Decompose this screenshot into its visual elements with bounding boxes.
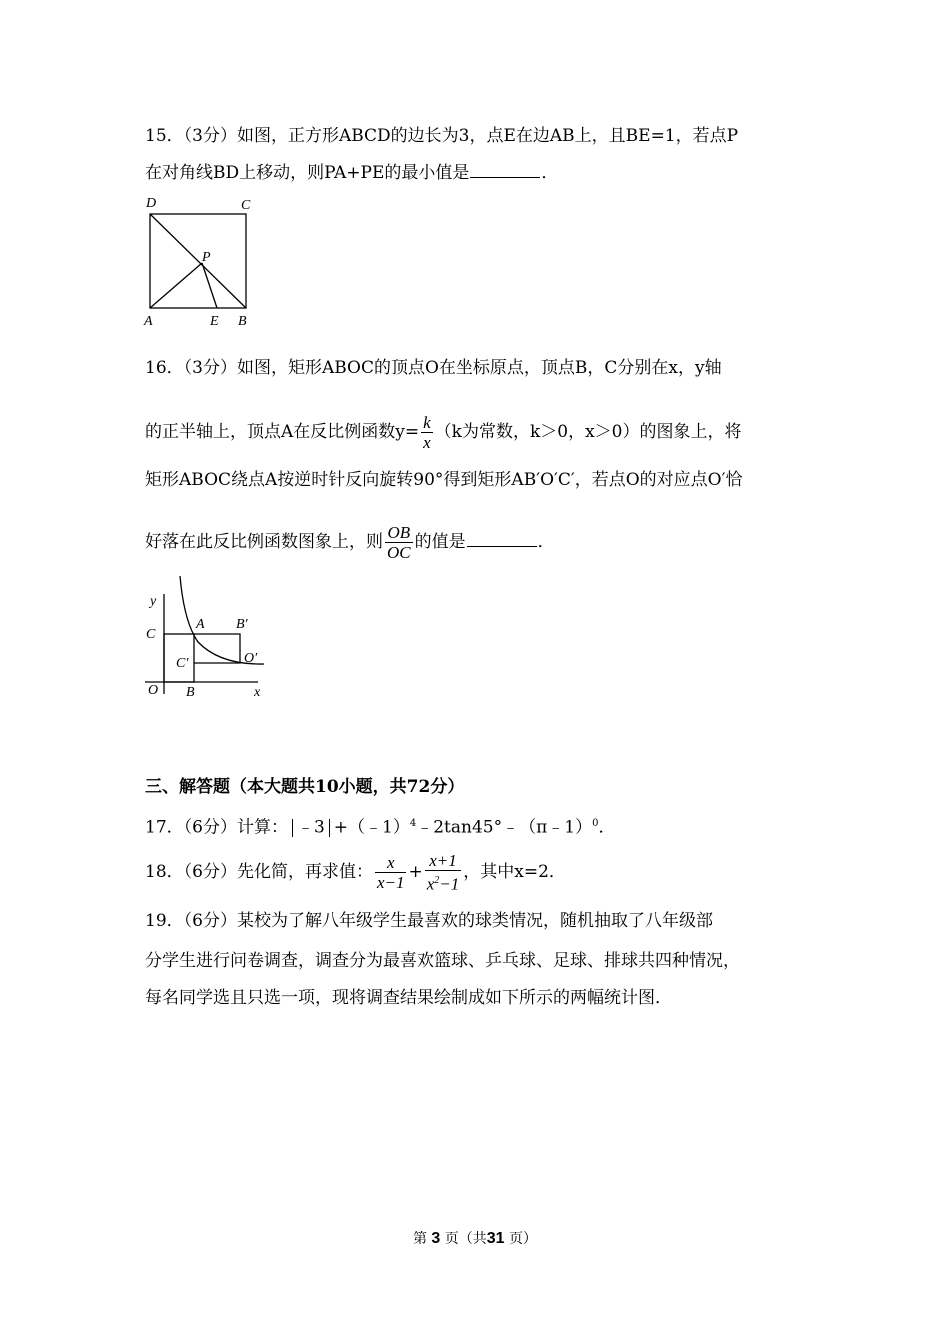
q16-line1: 16．（3分）如图，矩形ABOC的顶点O在坐标原点，顶点B，C分别在x，y轴 <box>145 358 722 378</box>
footer-page-number: 3 <box>431 1230 441 1247</box>
q15-line2 <box>145 162 558 184</box>
q18-suffix: ，其中x=2． <box>463 862 566 882</box>
q17-line <box>145 813 615 839</box>
label-e: E <box>210 314 219 329</box>
label-c: C <box>146 627 156 642</box>
q16-line2 <box>145 412 742 452</box>
footer-prefix: 第 <box>412 1231 427 1247</box>
q17-rest2: ﹣2tan45°﹣（π﹣1） <box>416 817 593 838</box>
label-p: P <box>202 250 211 265</box>
segment-pa <box>150 263 202 308</box>
q19-line3: 每名同学选且只选一项，现将调查结果绘制成如下所示的两幅统计图． <box>145 988 672 1008</box>
section3-heading: 三、解答题（本大题共10小题，共72分） <box>145 777 465 797</box>
q16-line2-b: （k为常数，k＞0，x＞0）的图象上，将 <box>434 422 742 442</box>
q16-line4 <box>145 522 555 562</box>
label-c-prime: C′ <box>176 656 189 671</box>
q16-line4-a: 好落在此反比例函数图象上，则 <box>145 532 383 552</box>
q16-figure-hyperbola <box>140 572 275 702</box>
abs-bar-left <box>292 819 293 837</box>
q16-line3: 矩形ABOC绕点A按逆时针反向旋转90°得到矩形AB′O′C′，若点O的对应点O′恰 <box>145 470 743 490</box>
page-footer <box>0 1228 950 1248</box>
q17-abs-content: ﹣3 <box>296 817 325 838</box>
q17-rest: +（﹣1） <box>333 817 410 838</box>
q16-fraction-k-over-x: $\frac{k}{x}$ <box>423 413 431 452</box>
q16-answer-blank <box>467 532 537 547</box>
q18-fraction-1: $\frac{x}{x-1}$ <box>376 853 405 892</box>
segment-pe <box>202 263 217 308</box>
q18-plus: + <box>408 862 423 882</box>
q19-line2: 分学生进行问卷调查，调查分为最喜欢篮球、乒乓球、足球、排球共四种情况， <box>145 951 740 971</box>
label-d: D <box>146 196 157 211</box>
label-b: B <box>238 314 247 329</box>
label-y: y <box>150 594 157 609</box>
label-c: C <box>241 198 251 213</box>
label-b: B <box>186 685 195 700</box>
q17-exp-4: 4 <box>409 818 417 829</box>
label-a: A <box>144 314 153 329</box>
footer-middle: 页（共 <box>444 1231 487 1247</box>
q15-line1: 15．（3分）如图，正方形ABCD的边长为3，点E在边AB上，且BE=1，若点P <box>145 126 739 146</box>
q18-prefix: 18．（6分）先化简，再求值： <box>145 862 373 882</box>
q17-exp-0: 0 <box>592 818 599 829</box>
label-o: O <box>148 683 159 698</box>
rect-ab1o1c1 <box>194 634 240 663</box>
label-x: x <box>254 685 261 700</box>
q17-end: ． <box>598 817 616 838</box>
diagonal-bd <box>150 214 246 308</box>
q15-figure-square <box>140 190 265 330</box>
label-a: A <box>196 617 205 632</box>
q19-line1: 19．（6分）某校为了解八年级学生最喜欢的球类情况，随机抽取了八年级部 <box>145 911 713 931</box>
q15-line2-text: 在对角线BD上移动，则PA+PE的最小值是 <box>145 163 470 183</box>
q16-line4-b: 的值是 <box>414 532 466 552</box>
label-b-prime: B′ <box>236 617 248 632</box>
q15-line2-end: ． <box>541 163 559 183</box>
q15-answer-blank <box>470 163 540 178</box>
footer-total-pages: 31 <box>486 1230 505 1247</box>
q18-fraction-2: $\frac{x+1}{x^2-1}$ <box>426 851 460 894</box>
q16-fraction-ob-over-oc: $\frac{OB}{OC}$ <box>387 523 411 562</box>
q18-line <box>145 851 566 894</box>
q17-prefix: 17．（6分）计算： <box>145 817 288 838</box>
q16-line4-end: ． <box>537 532 555 552</box>
abs-bar-right <box>329 819 330 837</box>
q16-line2-a: 的正半轴上，顶点A在反比例函数y= <box>145 422 420 442</box>
footer-suffix: 页） <box>509 1231 538 1247</box>
label-o-prime: O′ <box>244 651 258 666</box>
